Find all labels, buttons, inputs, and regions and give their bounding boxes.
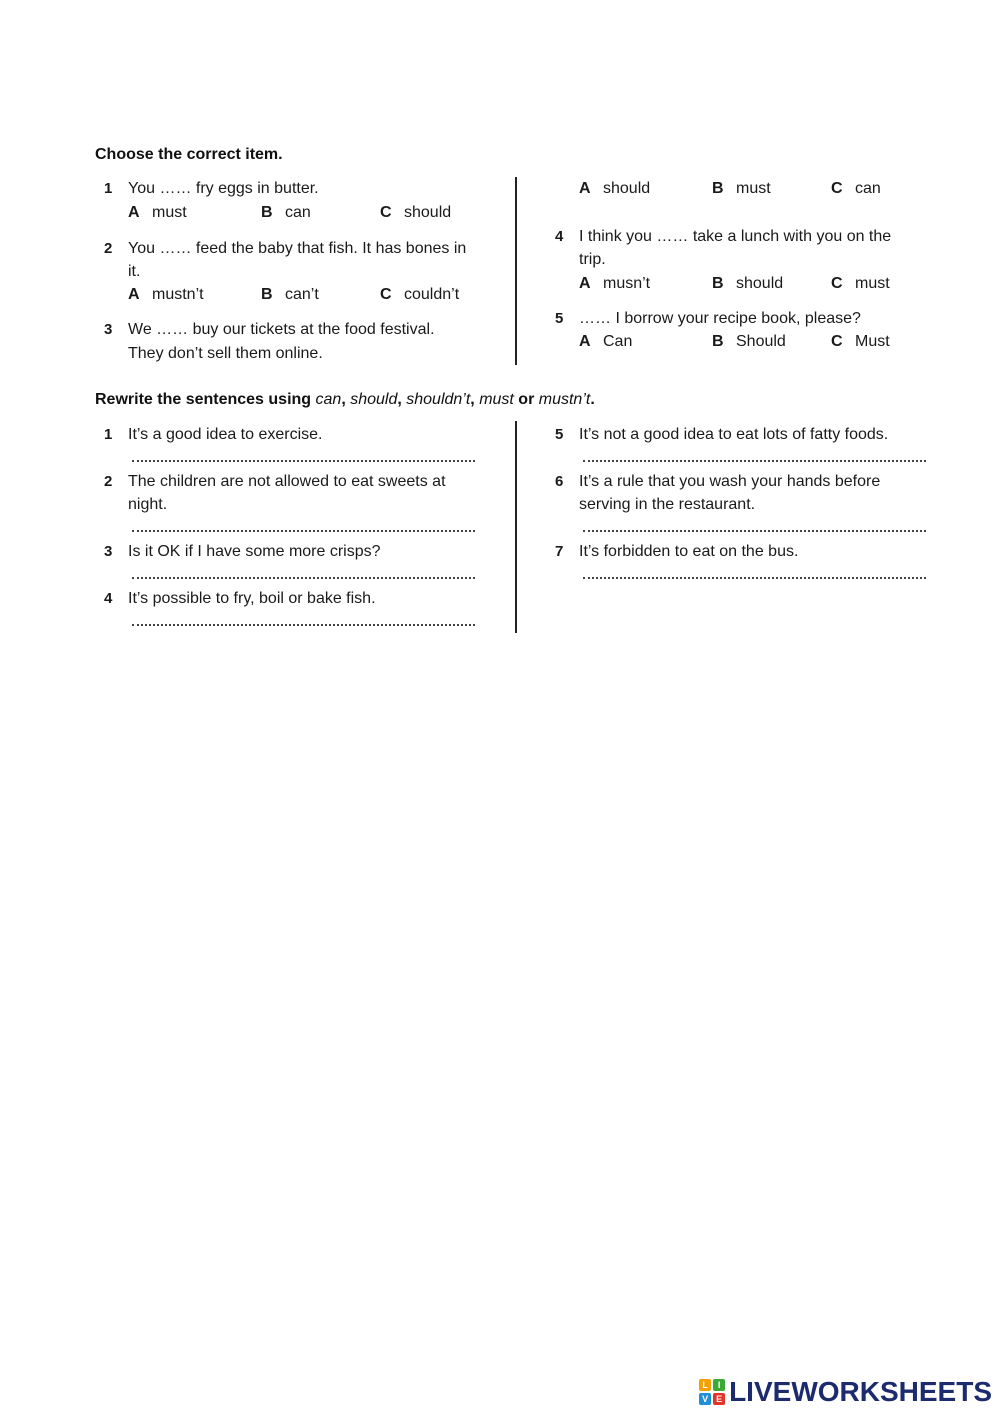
heading-part: , — [341, 391, 351, 408]
item-number: 2 — [104, 473, 113, 490]
option-text: musn’t — [603, 275, 651, 292]
logo-text: LIVEWORKSHEETS — [729, 1376, 992, 1407]
item-text: It’s forbidden to eat on the bus. — [579, 543, 799, 560]
option-b[interactable] — [712, 180, 771, 198]
option-text: should — [404, 204, 452, 221]
option-letter: B — [261, 204, 273, 221]
option-letter: B — [712, 180, 724, 197]
heading-part: should — [350, 391, 398, 408]
answer-line[interactable] — [132, 460, 475, 462]
option-letter: C — [380, 204, 392, 221]
heading-part: shouldn’t — [406, 391, 471, 408]
option-text: can — [285, 204, 311, 221]
question-text: I think you …… take a lunch with you on the — [579, 228, 892, 245]
item-number: 7 — [555, 543, 564, 560]
item-text: It’s not a good idea to eat lots of fatty foods. — [579, 426, 889, 443]
heading-part: . — [590, 391, 595, 408]
question-number: 3 — [104, 321, 113, 338]
heading-part: can — [315, 391, 342, 408]
option-letter: C — [380, 286, 392, 303]
option-c[interactable] — [831, 333, 890, 351]
item-text: The children are not allowed to eat sweets at — [128, 473, 446, 490]
option-text: Should — [736, 333, 786, 350]
question-text-cont: trip. — [579, 251, 606, 268]
answer-line[interactable] — [583, 460, 926, 462]
option-text: can’t — [285, 286, 319, 303]
option-a[interactable] — [579, 333, 632, 351]
answer-line[interactable] — [132, 577, 475, 579]
option-c[interactable] — [831, 180, 881, 198]
item-number: 4 — [104, 590, 113, 607]
option-letter: C — [831, 333, 843, 350]
option-letter: A — [579, 180, 591, 197]
option-a[interactable] — [579, 275, 650, 293]
item-number: 3 — [104, 543, 113, 560]
section2-heading — [95, 391, 595, 409]
logo-mark-letter: V — [699, 1393, 711, 1405]
logo-mark-letter: E — [713, 1393, 725, 1405]
heading-part: mustn’t — [538, 391, 591, 408]
question-number: 4 — [555, 228, 564, 245]
option-letter: B — [712, 333, 724, 350]
option-b[interactable] — [261, 204, 311, 222]
heading-part: Rewrite the sentences using — [95, 391, 316, 408]
option-letter: C — [831, 180, 843, 197]
item-text: It’s possible to fry, boil or bake fish. — [128, 590, 376, 607]
question-number: 1 — [104, 180, 113, 197]
option-b[interactable] — [712, 333, 786, 351]
option-a[interactable] — [128, 204, 187, 222]
question-text-cont: it. — [128, 263, 141, 280]
question-text: …… I borrow your recipe book, please? — [579, 310, 861, 327]
option-text: Can — [603, 333, 633, 350]
option-text: mustn’t — [152, 286, 204, 303]
option-text: can — [855, 180, 881, 197]
question-text-cont: They don’t sell them online. — [128, 345, 323, 362]
heading-part: , — [470, 391, 480, 408]
option-text: must — [736, 180, 771, 197]
option-c[interactable] — [380, 286, 459, 304]
logo-mark-letter: I — [713, 1379, 725, 1391]
option-letter: B — [712, 275, 724, 292]
heading-part: must — [479, 391, 514, 408]
item-number: 6 — [555, 473, 564, 490]
option-c[interactable] — [831, 275, 890, 293]
option-c[interactable] — [380, 204, 451, 222]
question-number: 5 — [555, 310, 564, 327]
item-text: It’s a rule that you wash your hands before — [579, 473, 881, 490]
answer-line[interactable] — [583, 577, 926, 579]
option-b[interactable] — [712, 275, 783, 293]
answer-line[interactable] — [583, 530, 926, 532]
option-b[interactable] — [261, 286, 319, 304]
column-divider-2 — [515, 421, 517, 633]
option-a[interactable] — [128, 286, 204, 304]
option-letter: A — [128, 204, 140, 221]
option-text: must — [152, 204, 187, 221]
heading-part: or — [513, 391, 539, 408]
option-text: should — [736, 275, 784, 292]
item-number: 1 — [104, 426, 113, 443]
option-a[interactable] — [579, 180, 650, 198]
liveworksheets-logo[interactable] — [699, 1377, 992, 1407]
option-letter: A — [128, 286, 140, 303]
question-number: 2 — [104, 240, 113, 257]
question-text: We …… buy our tickets at the food festival. — [128, 321, 435, 338]
answer-line[interactable] — [132, 530, 475, 532]
question-text: You …… fry eggs in butter. — [128, 180, 319, 197]
item-text: Is it OK if I have some more crisps? — [128, 543, 381, 560]
answer-line[interactable] — [132, 624, 475, 626]
logo-mark-icon — [699, 1379, 725, 1405]
heading-part: , — [397, 391, 407, 408]
option-letter: A — [579, 275, 591, 292]
option-text: Must — [855, 333, 890, 350]
item-text-cont: night. — [128, 496, 168, 513]
option-letter: A — [579, 333, 591, 350]
option-text: must — [855, 275, 890, 292]
item-text: It’s a good idea to exercise. — [128, 426, 323, 443]
question-text: You …… feed the baby that fish. It has bones in — [128, 240, 467, 257]
logo-mark-letter: L — [699, 1379, 711, 1391]
option-letter: C — [831, 275, 843, 292]
item-text-cont: serving in the restaurant. — [579, 496, 756, 513]
option-letter: B — [261, 286, 273, 303]
item-number: 5 — [555, 426, 564, 443]
option-text: couldn’t — [404, 286, 460, 303]
section1-heading: Choose the correct item. — [95, 146, 283, 163]
column-divider-1 — [515, 177, 517, 365]
option-text: should — [603, 180, 651, 197]
